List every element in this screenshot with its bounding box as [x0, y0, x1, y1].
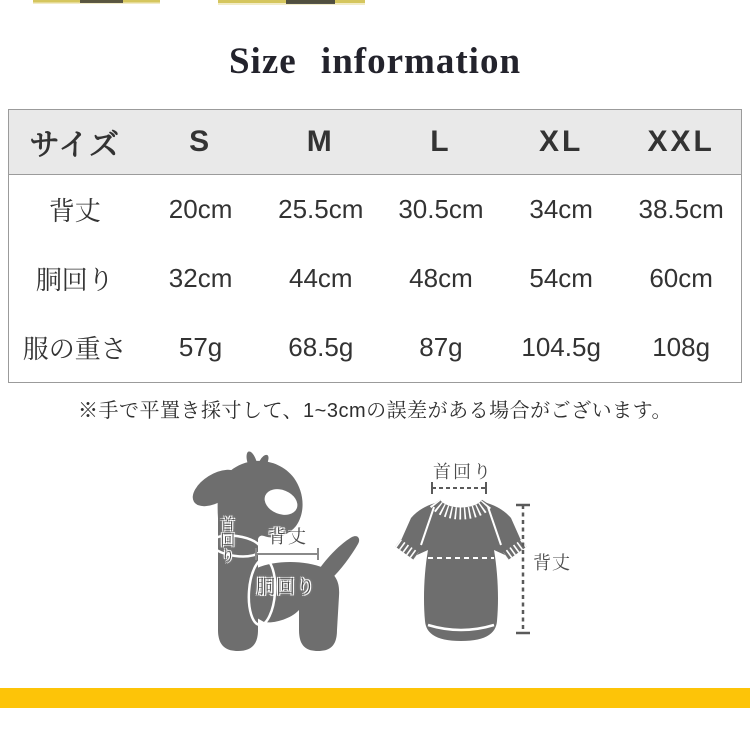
- collar-rib: [435, 503, 487, 514]
- table-row-weight: [9, 313, 742, 383]
- size-value-cell: 30.5cm: [398, 194, 484, 224]
- size-value-cell: 60cm: [649, 263, 713, 293]
- neck-measure-line: [432, 482, 486, 494]
- size-value-cell: 48cm: [409, 263, 473, 293]
- column-header-m: M: [261, 110, 381, 175]
- size-table-header-row: [9, 110, 742, 175]
- shirt-silhouette: [399, 503, 523, 641]
- size-value-cell: 104.5g: [521, 332, 601, 362]
- strip-dark-segment: [286, 0, 335, 4]
- size-value-cell: 32cm: [168, 263, 233, 293]
- top-decoration-strip-right: [218, 0, 365, 5]
- bottom-accent-bar: [0, 688, 750, 708]
- dog-back-label: 背丈: [268, 527, 308, 547]
- size-value-cell: 34cm: [529, 194, 593, 224]
- measurement-note: ※手で平置き採寸して、1~3cmの誤差がある場合がございます。: [77, 400, 673, 422]
- strip-dark-segment: [80, 0, 123, 3]
- column-header-xxl: XXL: [621, 110, 741, 175]
- size-value-cell: 44cm: [288, 263, 353, 293]
- shirt-back-label: 背丈: [533, 553, 571, 573]
- dog-girth-label: 胴回り: [256, 577, 317, 598]
- dog-tail-icon: [320, 536, 359, 580]
- row-label-cell: 胴回り: [35, 265, 114, 295]
- column-header-l: L: [381, 110, 501, 175]
- back-length-measure-line: [516, 505, 530, 633]
- table-row-girth: [9, 244, 742, 313]
- column-header-s: S: [141, 110, 261, 175]
- size-value-cell: 54cm: [529, 263, 593, 293]
- size-value-cell: 25.5cm: [278, 194, 364, 224]
- size-value-cell: 20cm: [168, 194, 233, 224]
- column-header-size: サイズ: [9, 110, 141, 175]
- size-value-cell: 68.5g: [288, 332, 354, 362]
- size-value-cell: 57g: [178, 332, 223, 362]
- size-value-cell: 87g: [419, 332, 463, 362]
- top-decoration-strip-left: [33, 0, 160, 4]
- size-value-cell: 108g: [652, 332, 711, 362]
- shirt-neck-label: 首回り: [433, 462, 493, 482]
- size-value-cell: 38.5cm: [638, 194, 724, 224]
- dog-neck-label: 首回り: [218, 516, 236, 564]
- size-table: [8, 109, 742, 383]
- page-title: Size information: [228, 41, 522, 82]
- dog-illustration: [160, 448, 365, 663]
- row-label-cell: 服の重さ: [22, 334, 127, 364]
- table-row-back-length: [9, 175, 742, 245]
- row-label-cell: 背丈: [48, 196, 101, 226]
- column-header-xl: XL: [501, 110, 621, 175]
